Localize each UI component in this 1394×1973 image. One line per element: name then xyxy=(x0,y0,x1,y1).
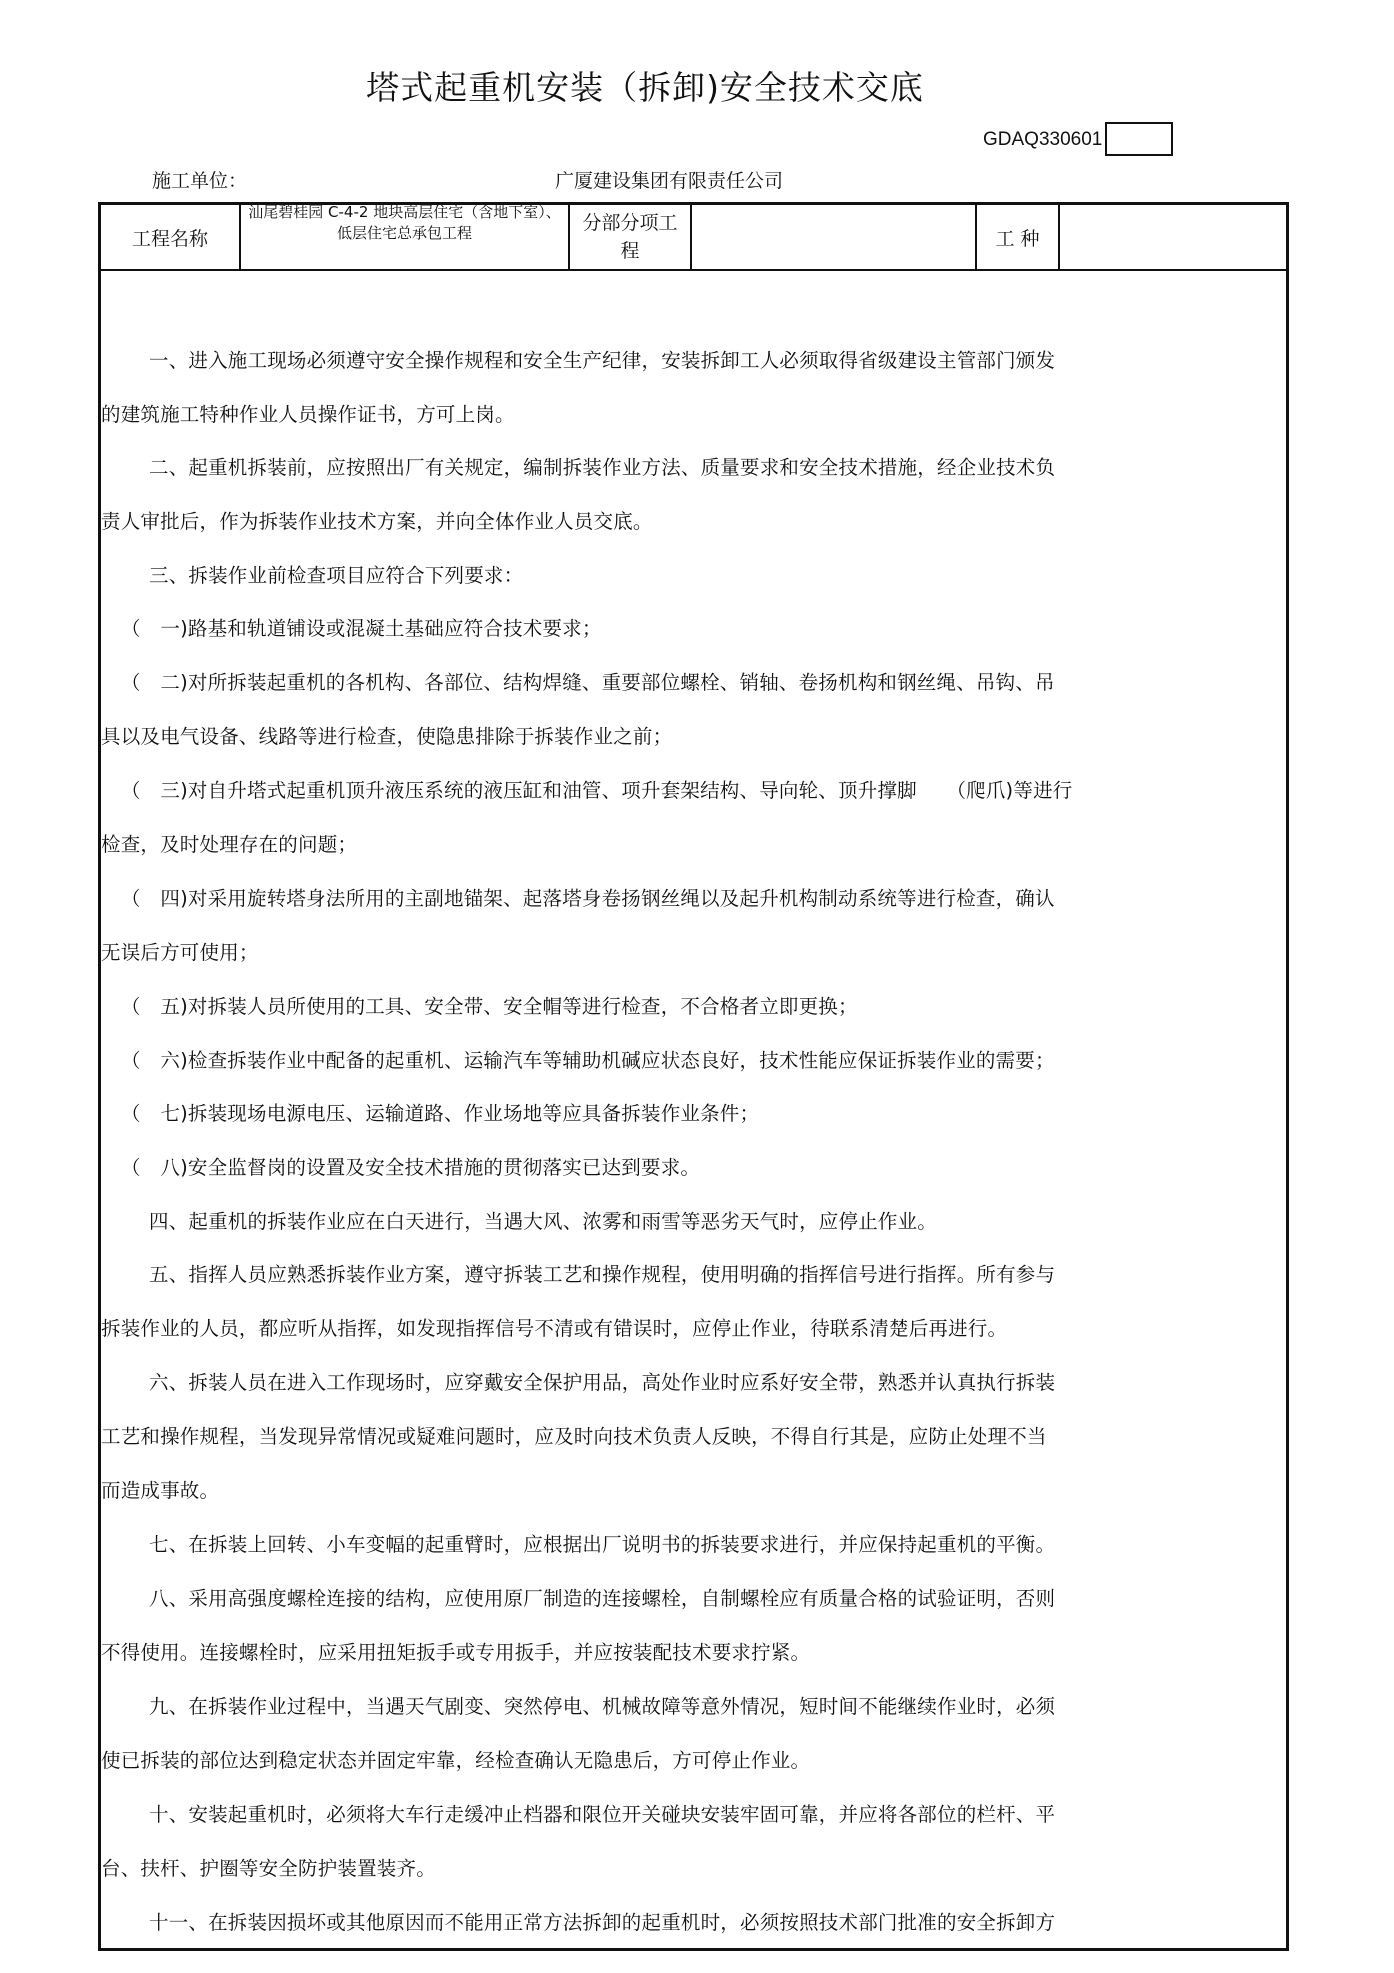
body-line: 责人审批后，作为拆装作业技术方案，并向全体作业人员交底。 xyxy=(101,510,653,533)
project-name-value xyxy=(241,205,570,269)
body-line: 二、起重机拆装前，应按照出厂有关规定，编制拆装作业方法、质量要求和安全技术措施，经企业技术负 xyxy=(149,456,1056,479)
body-line: 的建筑施工特种作业人员操作证书，方可上岗。 xyxy=(101,403,515,426)
document-code: GDAQ330601 xyxy=(983,129,1103,150)
body-line: 八、采用高强度螺栓连接的结构，应使用原厂制造的连接螺栓，自制螺栓应有质量合格的试验证明，否则 xyxy=(149,1587,1056,1610)
body-line: 使已拆装的部位达到稳定状态并固定牢靠，经检查确认无隐患后，方可停止作业。 xyxy=(101,1749,811,1772)
subproject-label: 分部分项工 程 xyxy=(570,205,692,269)
body-line: 台、扶杆、护圈等安全防护装置装齐。 xyxy=(101,1857,436,1880)
body-line: （ 三)对自升塔式起重机顶升液压系统的液压缸和油管、项升套架结构、导向轮、顶升撑脚 （爬爪)等进行 xyxy=(121,779,1073,802)
body-line: （ 六)检查拆装作业中配备的起重机、运输汽车等辅助机碱应状态良好，技术性能应保证拆装作业的需要； xyxy=(121,1049,1055,1072)
body-line: 九、在拆装作业过程中，当遇天气剧变、突然停电、机械故障等意外情况，短时间不能继续作业时，必须 xyxy=(149,1695,1056,1718)
body-line: 四、起重机的拆装作业应在白天进行，当遇大风、浓雾和雨雪等恶劣天气时，应停止作业。 xyxy=(149,1210,938,1233)
body-line: 五、指挥人员应熟悉拆装作业方案，遵守拆装工艺和操作规程，使用明确的指挥信号进行指挥。所有参与 xyxy=(149,1263,1056,1286)
construction-unit-label: 施工单位： xyxy=(152,170,248,192)
disclosure-form xyxy=(98,202,1289,1951)
construction-unit-value: 广厦建设集团有限责任公司 xyxy=(555,170,784,192)
body-line: 检查，及时处理存在的问题； xyxy=(101,833,358,856)
body-line: 十、安装起重机时，必须将大车行走缓冲止档器和限位开关碰块安装牢固可靠，并应将各部位的栏杆、平 xyxy=(149,1803,1056,1826)
work-type-label: 工 种 xyxy=(977,205,1060,269)
body-line: 六、拆装人员在进入工作现场时，应穿戴安全保护用品，高处作业时应系好安全带，熟悉并认真执行拆装 xyxy=(149,1371,1056,1394)
body-line: 不得使用。连接螺栓时，应采用扭矩扳手或专用扳手，并应按装配技术要求拧紧。 xyxy=(101,1641,811,1664)
project-name-text: 汕尾碧桂园 C-4-2 地块高层住宅（含地下室）、低层住宅总承包工程 xyxy=(248,203,561,242)
project-info-row xyxy=(101,205,1286,271)
body-line: （ 四)对采用旋转塔身法所用的主副地锚架、起落塔身卷扬钢丝绳以及起升机构制动系统等进行检查，确认 xyxy=(121,887,1055,910)
subproject-value xyxy=(692,205,977,269)
body-line: 具以及电气设备、线路等进行检查，使隐患排除于拆装作业之前； xyxy=(101,725,673,748)
body-line: 三、拆装作业前检查项目应符合下列要求： xyxy=(149,564,524,587)
body-line: （ 五)对拆装人员所使用的工具、安全带、安全帽等进行检查，不合格者立即更换； xyxy=(121,995,858,1018)
body-line: 一、进入施工现场必须遵守安全操作规程和安全生产纪律，安装拆卸工人必须取得省级建设主管部门颁发 xyxy=(149,349,1056,372)
body-line: （ 二)对所拆装起重机的各机构、各部位、结构焊缝、重要部位螺栓、销轴、卷扬机构和钢丝绳、吊钩、吊 xyxy=(121,671,1055,694)
body-line: 十一、在拆装因损坏或其他原因而不能用正常方法拆卸的起重机时，必须按照技术部门批准的安全拆卸方 xyxy=(149,1911,1056,1934)
document-title: 塔式起重机安装（拆卸)安全技术交底 xyxy=(366,68,924,107)
document-code-box xyxy=(1105,122,1173,156)
body-line: （ 七)拆装现场电源电压、运输道路、作业场地等应具备拆装作业条件； xyxy=(121,1102,760,1125)
project-name-label: 工程名称 xyxy=(101,205,241,269)
body-line: （ 一)路基和轨道铺设或混凝土基础应符合技术要求； xyxy=(121,617,602,640)
body-line: 工艺和操作规程，当发现异常情况或疑难问题时，应及时向技术负责人反映，不得自行其是，应防止处理不当 xyxy=(101,1425,1047,1448)
body-line: 无误后方可使用； xyxy=(101,941,259,964)
body-line: 七、在拆装上回转、小车变幅的起重臂时，应根据出厂说明书的拆装要求进行，并应保持起重机的平衡。 xyxy=(149,1533,1056,1556)
body-line: （ 八)安全监督岗的设置及安全技术措施的贯彻落实已达到要求。 xyxy=(121,1156,701,1179)
body-line: 拆装作业的人员，都应听从指挥，如发现指挥信号不清或有错误时，应停止作业，待联系清楚后再进行。 xyxy=(101,1317,1008,1340)
work-type-value xyxy=(1060,205,1286,269)
body-line: 而造成事故。 xyxy=(101,1479,220,1502)
